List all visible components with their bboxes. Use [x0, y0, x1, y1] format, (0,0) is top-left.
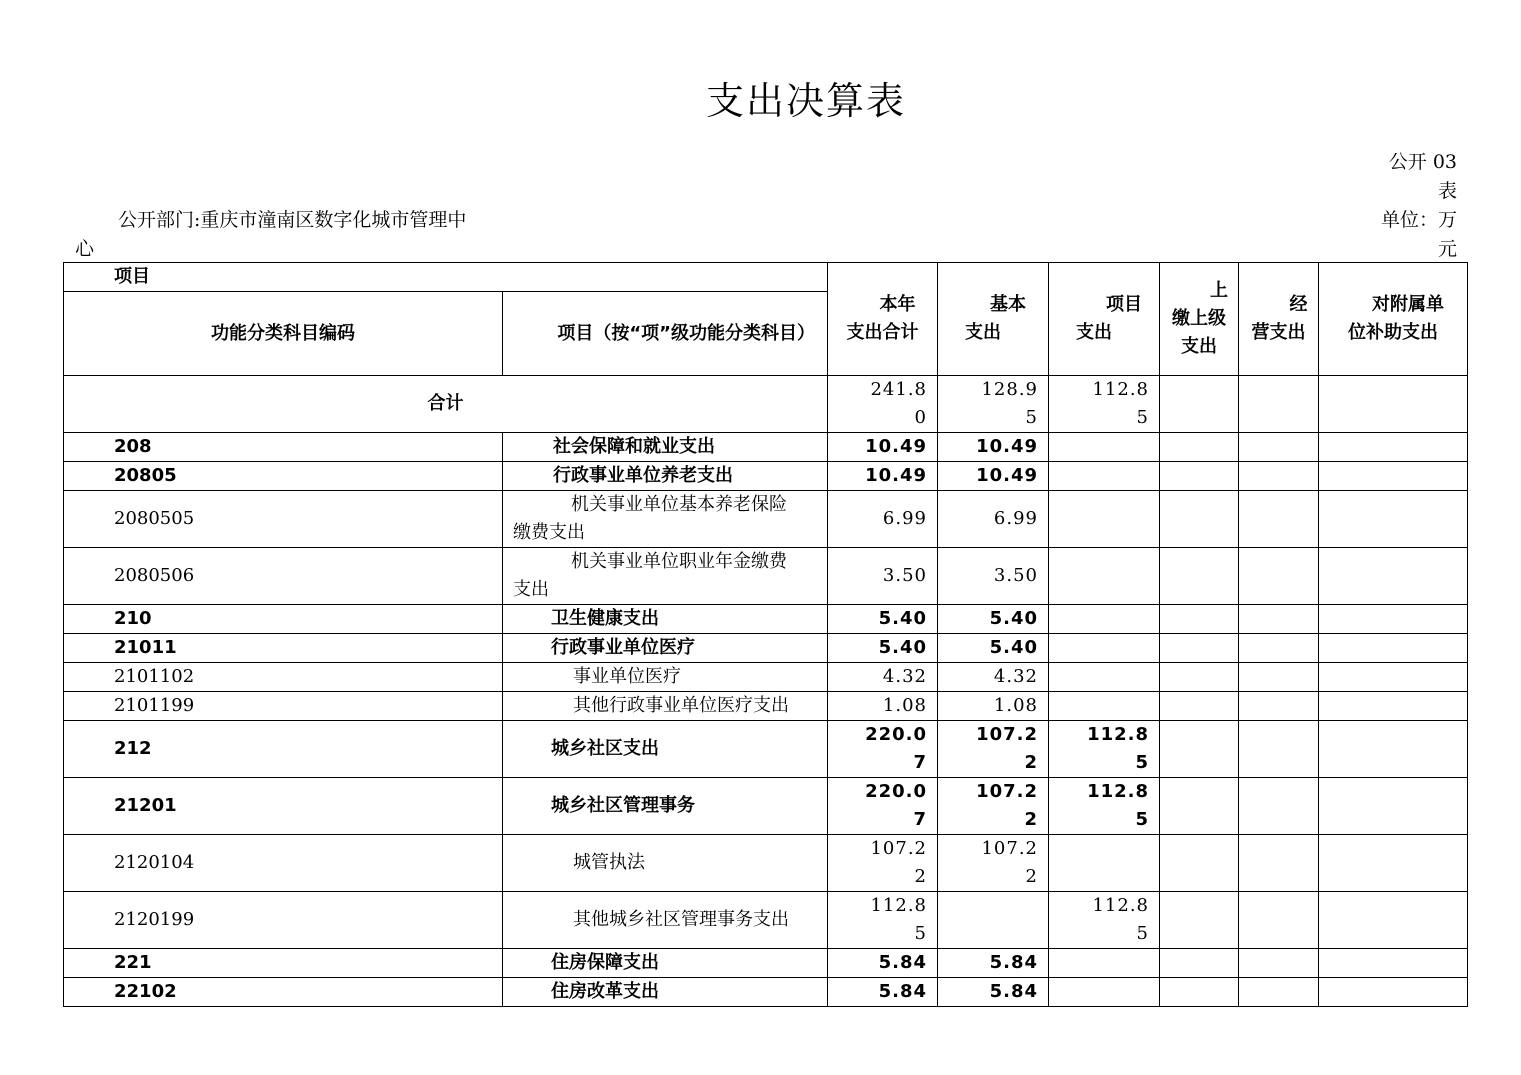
- table-row: [64, 778, 1468, 835]
- total-label: 合计: [64, 376, 828, 433]
- row-name-line: 支出: [513, 579, 549, 600]
- row-subsidy: [1319, 663, 1468, 692]
- row-basic-line: 107.2: [976, 724, 1038, 745]
- table-row: [64, 692, 1468, 721]
- row-upper: [1160, 978, 1239, 1007]
- table-row: [64, 949, 1468, 978]
- row-upper: [1160, 605, 1239, 634]
- row-project-line: 112.8: [1087, 781, 1149, 802]
- table-header: [64, 263, 1468, 376]
- row-basic: [938, 778, 1049, 835]
- total-basic-line: 5: [1025, 407, 1038, 428]
- row-total: [828, 892, 938, 949]
- header-subsidy-line: 对附属单: [1372, 294, 1444, 315]
- header-basic-line: 基本: [990, 294, 1026, 315]
- row-name: 社会保障和就业支出: [503, 433, 828, 462]
- row-basic-line: 107.2: [981, 838, 1038, 859]
- row-upper: [1160, 491, 1239, 548]
- row-project: [1049, 634, 1160, 663]
- row-basic: 10.49: [938, 433, 1049, 462]
- row-basic: 4.32: [938, 663, 1049, 692]
- header-total: [828, 263, 938, 376]
- row-total: 5.84: [828, 949, 938, 978]
- row-project: [1049, 835, 1160, 892]
- header-business-line: 营支出: [1251, 322, 1306, 343]
- row-subsidy: [1319, 692, 1468, 721]
- table-row: [64, 835, 1468, 892]
- row-project: [1049, 433, 1160, 462]
- total-project-line: 112.8: [1092, 379, 1149, 400]
- unit-label-line: 单位：万: [1380, 209, 1457, 231]
- row-code: 20805: [64, 462, 503, 491]
- row-subsidy: [1319, 892, 1468, 949]
- row-total-line: 7: [913, 809, 927, 830]
- total-total-line: 0: [914, 407, 927, 428]
- row-total-line: 220.0: [865, 781, 927, 802]
- row-name: 其他行政事业单位医疗支出: [503, 692, 828, 721]
- row-code: 2120104: [64, 835, 503, 892]
- unit-label-line: 元: [1437, 238, 1457, 260]
- row-code: 2080505: [64, 491, 503, 548]
- row-upper: [1160, 462, 1239, 491]
- row-business: [1239, 949, 1319, 978]
- row-subsidy: [1319, 634, 1468, 663]
- row-project: [1049, 721, 1160, 778]
- row-code: 2101199: [64, 692, 503, 721]
- row-total-line: 2: [914, 866, 927, 887]
- header-upper-line: 上: [1210, 280, 1228, 301]
- row-total: 3.50: [828, 548, 938, 605]
- row-total-line: 7: [913, 752, 927, 773]
- row-code: 2120199: [64, 892, 503, 949]
- row-total: 4.32: [828, 663, 938, 692]
- row-project-line: 5: [1135, 809, 1149, 830]
- row-name: 事业单位医疗: [503, 663, 828, 692]
- header-subsidy-line: 位补助支出: [1348, 322, 1438, 343]
- row-name: 城管执法: [503, 835, 828, 892]
- row-project-line: 5: [1135, 752, 1149, 773]
- header-basic-line: 支出: [965, 322, 1001, 343]
- row-business: [1239, 605, 1319, 634]
- row-name: 城乡社区管理事务: [503, 778, 828, 835]
- table-row: [64, 548, 1468, 605]
- row-business: [1239, 778, 1319, 835]
- header-upper-line: 支出: [1181, 336, 1217, 357]
- header-business: [1239, 263, 1319, 376]
- row-subsidy: [1319, 605, 1468, 634]
- row-total: 10.49: [828, 433, 938, 462]
- row-total: 5.40: [828, 605, 938, 634]
- row-project: [1049, 892, 1160, 949]
- row-upper: [1160, 634, 1239, 663]
- row-project: [1049, 605, 1160, 634]
- row-business: [1239, 548, 1319, 605]
- row-business: [1239, 663, 1319, 692]
- table-row-total: [64, 376, 1468, 433]
- row-upper: [1160, 892, 1239, 949]
- row-basic: [938, 892, 1049, 949]
- row-basic-line: 2: [1024, 752, 1038, 773]
- row-code: 2101102: [64, 663, 503, 692]
- row-basic: [938, 835, 1049, 892]
- row-basic: 3.50: [938, 548, 1049, 605]
- table-row: [64, 491, 1468, 548]
- row-subsidy: [1319, 462, 1468, 491]
- row-project: [1049, 462, 1160, 491]
- row-total-line: 220.0: [865, 724, 927, 745]
- total-total-line: 241.8: [870, 379, 927, 400]
- row-basic-line: 2: [1024, 809, 1038, 830]
- row-name: 其他城乡社区管理事务支出: [503, 892, 828, 949]
- header-subsidy: [1319, 263, 1468, 376]
- row-upper: [1160, 778, 1239, 835]
- row-subsidy: [1319, 721, 1468, 778]
- row-project: [1049, 491, 1160, 548]
- total-basic-line: 128.9: [981, 379, 1038, 400]
- row-total: 5.84: [828, 978, 938, 1007]
- row-name: 住房保障支出: [503, 949, 828, 978]
- row-business: [1239, 721, 1319, 778]
- header-total-line: 支出合计: [846, 322, 919, 343]
- row-basic: 5.84: [938, 949, 1049, 978]
- row-basic: 1.08: [938, 692, 1049, 721]
- header-code: 功能分类科目编码: [64, 292, 503, 376]
- row-total-line: 5: [914, 923, 927, 944]
- total-basic: [938, 376, 1049, 433]
- row-total-line: 112.8: [870, 895, 927, 916]
- row-project: [1049, 978, 1160, 1007]
- header-upper-line: 缴上级: [1172, 308, 1226, 329]
- total-subsidy: [1319, 376, 1468, 433]
- row-basic: 10.49: [938, 462, 1049, 491]
- row-basic: 5.40: [938, 605, 1049, 634]
- row-code: 208: [64, 433, 503, 462]
- table-row: [64, 663, 1468, 692]
- row-subsidy: [1319, 949, 1468, 978]
- row-name: 行政事业单位养老支出: [503, 462, 828, 491]
- unit-label: [1347, 206, 1457, 264]
- row-code: 21011: [64, 634, 503, 663]
- row-code: 22102: [64, 978, 503, 1007]
- row-basic-line: 107.2: [976, 781, 1038, 802]
- table-row: [64, 462, 1468, 491]
- row-code: 2080506: [64, 548, 503, 605]
- row-total: [828, 778, 938, 835]
- header-upper: [1160, 263, 1239, 376]
- table-row: [64, 605, 1468, 634]
- form-id-line: 表: [1437, 180, 1457, 202]
- row-project-line: 112.8: [1092, 895, 1149, 916]
- row-subsidy: [1319, 835, 1468, 892]
- row-total: 6.99: [828, 491, 938, 548]
- row-name: [503, 491, 828, 548]
- row-business: [1239, 978, 1319, 1007]
- row-basic: 5.40: [938, 634, 1049, 663]
- row-name: [503, 548, 828, 605]
- row-name: 行政事业单位医疗: [503, 634, 828, 663]
- row-subsidy: [1319, 548, 1468, 605]
- row-upper: [1160, 835, 1239, 892]
- header-business-line: 经: [1289, 294, 1308, 315]
- header-project-exp-line: 支出: [1076, 322, 1112, 343]
- row-total: 10.49: [828, 462, 938, 491]
- row-upper: [1160, 692, 1239, 721]
- total-total: [828, 376, 938, 433]
- row-upper: [1160, 433, 1239, 462]
- row-name-line: 缴费支出: [513, 522, 585, 543]
- table-row: [64, 721, 1468, 778]
- total-upper: [1160, 376, 1239, 433]
- row-name-line: 机关事业单位职业年金缴费: [571, 551, 787, 572]
- row-name-line: 机关事业单位基本养老保险: [571, 494, 787, 515]
- row-subsidy: [1319, 491, 1468, 548]
- row-total: 5.40: [828, 634, 938, 663]
- row-business: [1239, 835, 1319, 892]
- header-project-exp: [1049, 263, 1160, 376]
- row-upper: [1160, 721, 1239, 778]
- row-code: 21201: [64, 778, 503, 835]
- header-total-line: 本年: [879, 294, 916, 315]
- row-subsidy: [1319, 778, 1468, 835]
- expenditure-table: [63, 262, 1468, 1007]
- table-row: [64, 433, 1468, 462]
- table-row: [64, 634, 1468, 663]
- department-label: 公开部门:重庆市潼南区数字化城市管理中心: [75, 209, 467, 260]
- row-name: 卫生健康支出: [503, 605, 828, 634]
- row-upper: [1160, 548, 1239, 605]
- row-project-line: 112.8: [1087, 724, 1149, 745]
- row-basic: 6.99: [938, 491, 1049, 548]
- row-business: [1239, 634, 1319, 663]
- header-name: 项目（按“项”级功能分类科目）: [503, 292, 828, 376]
- row-business: [1239, 892, 1319, 949]
- form-id-line: 公开 03: [1388, 151, 1457, 173]
- header-basic: [938, 263, 1049, 376]
- table-body: [64, 376, 1468, 1007]
- row-project: [1049, 778, 1160, 835]
- row-basic-line: 2: [1025, 866, 1038, 887]
- row-total-line: 107.2: [870, 838, 927, 859]
- row-basic: [938, 721, 1049, 778]
- total-business: [1239, 376, 1319, 433]
- row-subsidy: [1319, 978, 1468, 1007]
- row-basic: 5.84: [938, 978, 1049, 1007]
- row-project: [1049, 663, 1160, 692]
- header-project-exp-line: 项目: [1106, 294, 1142, 315]
- total-project: [1049, 376, 1160, 433]
- row-business: [1239, 491, 1319, 548]
- row-name: 城乡社区支出: [503, 721, 828, 778]
- row-total: [828, 721, 938, 778]
- header-project: 项目: [64, 263, 828, 292]
- row-business: [1239, 462, 1319, 491]
- row-business: [1239, 692, 1319, 721]
- row-project: [1049, 548, 1160, 605]
- form-id: [1347, 148, 1457, 206]
- row-upper: [1160, 949, 1239, 978]
- row-total: 1.08: [828, 692, 938, 721]
- table-row: [64, 892, 1468, 949]
- page-title: 支出决算表: [705, 79, 906, 123]
- row-project-line: 5: [1136, 923, 1149, 944]
- row-total: [828, 835, 938, 892]
- row-project: [1049, 949, 1160, 978]
- row-subsidy: [1319, 433, 1468, 462]
- row-name: 住房改革支出: [503, 978, 828, 1007]
- row-business: [1239, 433, 1319, 462]
- row-code: 221: [64, 949, 503, 978]
- row-upper: [1160, 663, 1239, 692]
- row-code: 212: [64, 721, 503, 778]
- row-project: [1049, 692, 1160, 721]
- total-project-line: 5: [1136, 407, 1149, 428]
- table-row: [64, 978, 1468, 1007]
- row-code: 210: [64, 605, 503, 634]
